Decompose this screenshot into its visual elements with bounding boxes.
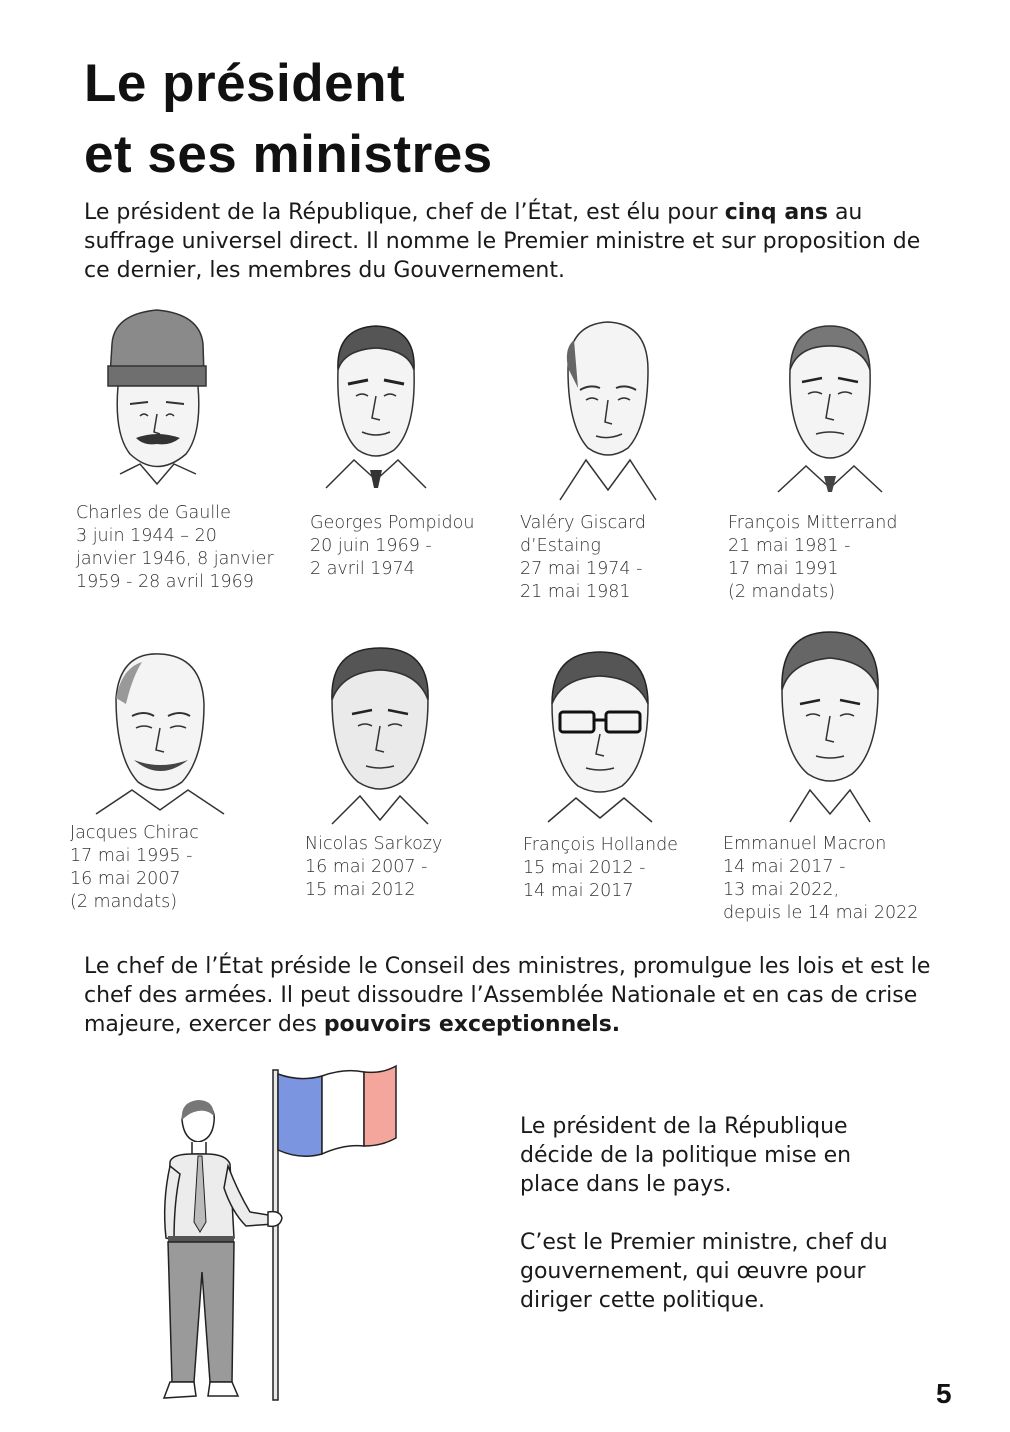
portrait-hollande (540, 646, 660, 824)
president-name: Emmanuel Macron (723, 834, 887, 854)
side-text (520, 1112, 900, 1344)
caption-giscard (520, 512, 646, 604)
president-dates: 2 avril 1974 (310, 559, 415, 579)
caption-sarkozy (305, 833, 442, 902)
side-paragraph-1: Le président de la République décide de la politique mise en place dans le pays. (520, 1114, 852, 1197)
president-dates: 1959 - 28 avril 1969 (76, 572, 254, 592)
president-name: Charles de Gaulle (76, 503, 231, 523)
president-dates: 21 mai 1981 - (728, 536, 851, 556)
president-dates: 20 juin 1969 - (310, 536, 432, 556)
caption-hollande (523, 834, 678, 903)
caption-macron (723, 833, 918, 925)
president-dates: 16 mai 2007 - (305, 857, 428, 877)
president-name: François Mitterrand (728, 513, 898, 533)
caption-chirac (70, 822, 199, 914)
caption-mitterrand (728, 512, 897, 604)
president-dates: 15 mai 2012 (305, 880, 416, 900)
intro-bold: cinq ans (724, 200, 828, 225)
president-dates: 16 mai 2007 (70, 869, 181, 889)
president-dates: janvier 1946, 8 janvier (76, 549, 274, 569)
page-number: 5 (936, 1378, 952, 1409)
president-dates: 17 mai 1991 (728, 559, 839, 579)
president-dates: 3 juin 1944 – 20 (76, 526, 217, 546)
president-dates: 14 mai 2017 - (723, 857, 846, 877)
portrait-macron (770, 628, 890, 824)
president-name: François Hollande (523, 835, 678, 855)
caption-pompidou (310, 512, 474, 581)
role-bold: pouvoirs exceptionnels. (323, 1012, 621, 1037)
president-dates: 13 mai 2022, (723, 880, 840, 900)
intro-text-1: Le président de la République, chef de l’État, est élu pour (84, 200, 725, 225)
portrait-mitterrand (770, 320, 890, 495)
president-dates: 21 mai 1981 (520, 582, 631, 602)
page-title (84, 48, 493, 190)
side-paragraph-2: C’est le Premier ministre, chef du gouvernement, qui œuvre pour diriger cette politique. (520, 1230, 888, 1313)
portrait-de-gaulle (100, 304, 215, 494)
portrait-giscard (550, 318, 665, 503)
president-name: d’Estaing (520, 536, 601, 556)
president-name: Nicolas Sarkozy (305, 834, 443, 854)
president-name: Georges Pompidou (310, 513, 475, 533)
president-dates: 14 mai 2017 (523, 881, 634, 901)
president-mandates: (2 mandats) (728, 582, 836, 602)
president-dates: 15 mai 2012 - (523, 858, 646, 878)
portrait-pompidou (318, 320, 433, 490)
role-text: Le chef de l’État préside le Conseil des ministres, promulgue les lois et est le chef des armées. Il peut dissoudre l’Assemblée Nationale et en cas de crise majeure, exercer des (84, 954, 931, 1037)
president-mandates: (2 mandats) (70, 892, 178, 912)
title-line-2: et ses ministres (84, 125, 493, 184)
portrait-sarkozy (318, 642, 443, 827)
president-dates: 27 mai 1974 - (520, 559, 643, 579)
intro-text-2: au suffrage universel direct. Il nomme le Premier ministre et sur proposition de ce dernier, les membres du Gouvernement. (84, 200, 921, 283)
portrait-chirac (92, 648, 227, 816)
title-line-1: Le président (84, 54, 406, 113)
president-name: Valéry Giscard (520, 513, 646, 533)
caption-de-gaulle (76, 502, 274, 594)
role-paragraph (84, 952, 954, 1039)
president-with-flag-illustration (150, 1062, 410, 1411)
president-dates: 17 mai 1995 - (70, 846, 193, 866)
president-name: Jacques Chirac (70, 823, 199, 843)
president-dates: depuis le 14 mai 2022 (723, 903, 919, 923)
intro-paragraph (84, 198, 934, 285)
